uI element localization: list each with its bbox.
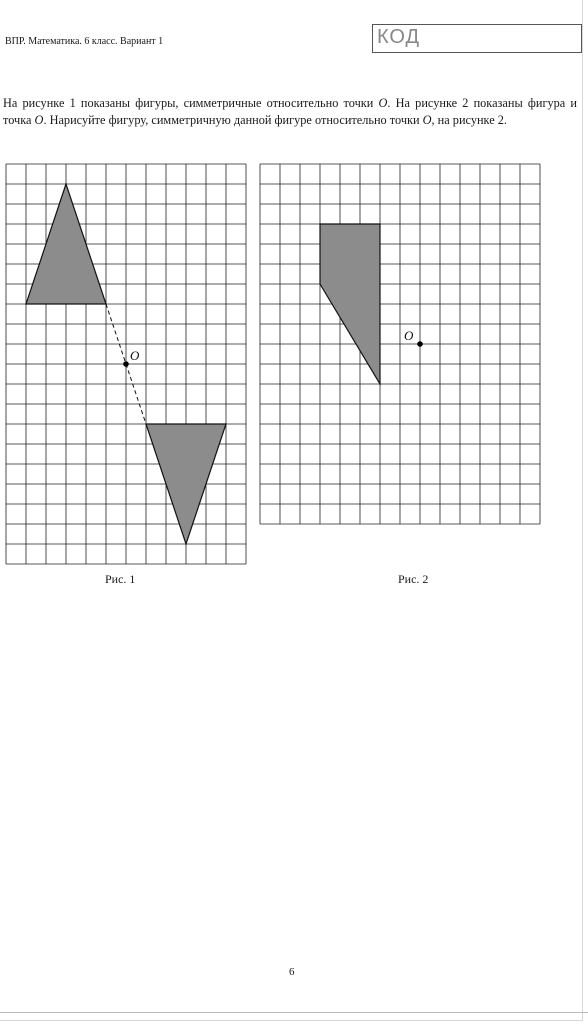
figure-2-point-label: O bbox=[404, 328, 414, 343]
figure-2 bbox=[258, 162, 542, 526]
task-text bbox=[3, 95, 577, 129]
code-box[interactable] bbox=[372, 24, 582, 53]
figure-1 bbox=[4, 162, 248, 566]
figure-1-point-o bbox=[123, 361, 129, 367]
task-text-part2: . На рисунке 2 показаны фигура и точка bbox=[3, 96, 578, 127]
page-bottom-divider bbox=[0, 1012, 588, 1013]
figure-1-caption: Рис. 1 bbox=[105, 572, 136, 586]
code-label: КОД bbox=[377, 26, 421, 48]
figure-2-caption: Рис. 2 bbox=[398, 572, 429, 586]
point-name: O bbox=[422, 113, 432, 127]
point-name: O bbox=[378, 96, 388, 110]
figure-2-grid bbox=[260, 164, 540, 524]
header-title: ВПР. Математика. 6 класс. Вариант 1 bbox=[5, 36, 164, 47]
point-name: O bbox=[34, 113, 44, 127]
figure-1-point-label: O bbox=[130, 348, 140, 363]
page-number: 6 bbox=[289, 966, 295, 978]
task-text-part3: . Нарисуйте фигуру, симметричную данной фигуре относительно точки bbox=[43, 113, 423, 127]
task-text-part1: На рисунке 1 показаны фигуры, симметричные относительно точки bbox=[3, 96, 379, 110]
task-text-part4: , на рисунке 2. bbox=[431, 113, 507, 127]
figure-2-point-o bbox=[417, 341, 423, 347]
